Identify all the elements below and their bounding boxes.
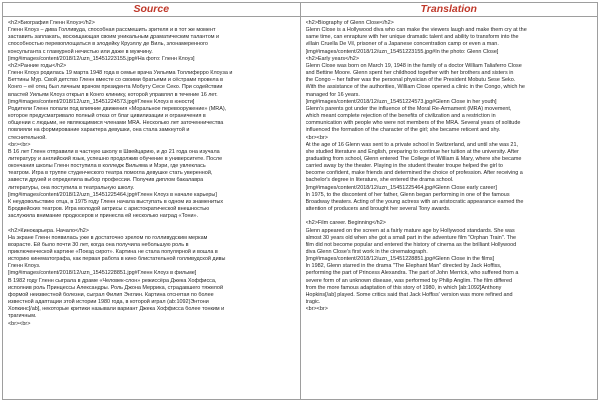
source-text-line: <br><br> <box>8 141 31 148</box>
source-text-line: литературу и английский язык, успешно продолжив обучение в университете. После <box>8 155 223 162</box>
translation-text-line: <br><br> <box>305 134 328 141</box>
source-text-line: которое предусматривало полный отказ от благ цивилизации и ограничения в <box>8 113 206 120</box>
translation-text-line: Glenn Close was born on March 19, 1948 in the family of a doctor William Taliaferro Close <box>305 62 522 69</box>
translation-text-line: graduating from school, Glenn entered The College of William & Mary, where she became <box>305 155 522 162</box>
source-text-line: известной адаптации этой истории 1980 года, в которой играл (ab:1092)Энтони <box>8 299 209 306</box>
source-text-line: Конго – её отец был личным врачом президента Мобуту Сесе Секо. При содействии <box>8 84 223 91</box>
translation-text-line: communication with people who were not members of the MRA. Several years of solitude <box>305 120 521 127</box>
translation-text-line: influenced the formation of the character of the girl; she became reticent and shy. <box>305 127 501 134</box>
translation-text-line: <h2>Early years</h2> <box>305 55 360 62</box>
translation-text-line: [img#images/content/2018/12/uzn_15451223155.jpg#In the photo: Glenn Close] <box>305 48 499 55</box>
translation-text-line: In 1975, to the discontent of her father, Glenn began performing in one of the famous <box>305 191 510 198</box>
translation-text-line: [img#images/content/2018/12/uzn_15451225464.jpg#Glenn Close early career] <box>305 184 497 191</box>
translation-text-line: attention of producers and brought her several Tony awards. <box>305 206 451 213</box>
source-text-line: [img#images/content/2018/12/uzn_15451224573.jpg#Гленн Клоуз в юности] <box>8 98 195 105</box>
translation-text-line: Glenn appeared on the screen at a fairly mature age by Hollywood standards. She was <box>305 227 515 234</box>
translation-text-line: she studied literature and English, preparing to continue her tuition at the university. After <box>305 148 519 155</box>
translation-text-line <box>306 213 594 220</box>
translation-text-line: the Congo – her father was the personal physician of the President Mobutu Sese Seko. <box>305 77 516 84</box>
source-text-line: способностью перевоплощаться в злодейку Круэллу де Виль, злонамеренного <box>8 41 208 48</box>
translation-text-line: film did not become popular and entered the history of cinema as the brilliant Hollywood <box>305 241 517 248</box>
translation-text-line: and Bettine Moore. Glenn spent her childhood together with her brothers and sisters in <box>305 70 514 77</box>
translation-text-line: which meant complete rejection of the benefits of civilization and a restriction in <box>305 113 496 120</box>
source-text-line: На экране Гленн появилась уже в достаточно зрелом по голливудским меркам <box>8 234 208 241</box>
source-text-line: В 1982 году Гленн сыграла в драме «Человек-слон» режиссёра Джека Хоффисса, <box>8 277 217 284</box>
source-text-line: Гленн Клоуз – дива Голливуда, способная рассмешить зрителя и в тот же момент <box>8 27 216 34</box>
source-text-line: [img#images/content/2018/12/uzn_15451228851.jpg#Гленн Клоуз в фильме] <box>8 270 197 277</box>
translation-text-cell[interactable] <box>301 17 598 399</box>
source-text-line: театром. Игра в труппе студенческого театра помогла девушке стать уверенной, <box>8 170 213 177</box>
translation-text-line: Glenn Close is a Hollywood diva who can make the viewers laugh and make them cry at the <box>305 27 527 34</box>
source-text-line: <br><br> <box>8 320 31 327</box>
translation-text-line: bachelor's degree in literature, she entered the drama school. <box>305 177 454 184</box>
translation-text-line: <br><br> <box>305 306 328 313</box>
translation-text-line: Glenn's parents got under the influence of the Moral Re-Armament (MRA) movement, <box>305 105 512 112</box>
source-text-line: приключенческой картине «Поезд сирот». Картина не стала популярной и вошла в <box>8 248 218 255</box>
translation-text-line: In 1982, Glenn starred in the drama "The Elephant Man" directed by Jack Hoffiss, <box>305 263 502 270</box>
translation-text-line: Broadway theaters. Acting of the young actress with an aristocratic appearance earned the <box>305 198 524 205</box>
source-text-line <box>8 220 296 227</box>
source-text-cell[interactable] <box>3 17 301 399</box>
translation-text-line: severe form of an unknown disease, was performed by Philip Anglim. The film differed <box>305 277 513 284</box>
translation-text-line: [img#images/content/2018/12/uzn_15451224573.jpg#Glenn Close in her youth] <box>305 98 497 105</box>
source-text-line: К неудовольствию отца, в 1975 году Гленн начала выступать в одном из знаменитых <box>8 198 224 205</box>
source-column-header: Source <box>3 3 301 16</box>
source-text-line: <h2>Ранние годы</h2> <box>8 62 67 69</box>
translation-text-line: carried away by the theater. Playing in the student theater troupe helped the girl to <box>305 163 503 170</box>
translation-text-line: With the assistance of the authorities, William Close opened a clinic in the Congo, which he <box>305 84 525 91</box>
source-text-line: Бродвейских театров. Игра молодой актрисы с аристократической внешностью <box>8 206 210 213</box>
translation-text-line: <h2>Biography of Glenn Close</h2> <box>305 20 394 26</box>
source-text-line: Беттины Мур. Свой детство Гленн вместе со своими братьями и сёстрами провела в <box>8 77 224 84</box>
translation-text-line: managed for 16 years. <box>305 91 360 98</box>
source-text-line: Хопкинс[/ab], некоторые критики называли вариант Джека Хоффисса более тонким и <box>8 306 225 313</box>
translation-column-header: Translation <box>420 3 477 15</box>
source-text-line: <h2>Биография Гленн Клоуз</h2> <box>8 20 95 26</box>
source-text-line: заставить заплакать, восхищающая своим уникальным драматическим талантом и <box>8 34 220 41</box>
source-text-line: [img#images/content/2018/12/uzn_15451223155.jpg#На фото: Гленн Клоуз] <box>8 55 195 62</box>
translation-table <box>2 2 598 400</box>
source-text-line: стеснительной. <box>8 134 47 141</box>
translation-text-line: <h2>Film career. Beginning</h2> <box>305 220 386 227</box>
source-text-line: Гленн Клоуз. <box>8 263 41 270</box>
source-text-line: возрасте. Ей было почти 30 лет, когда она получила небольшую роль в <box>8 241 189 248</box>
translation-text-line: become confident, make friends and determined the choice of profession. After receiving a <box>305 170 523 177</box>
source-text-line: исполнив роль Принцессы Александры. Роль Джона Меррика, страдавшего тяжелой <box>8 284 223 291</box>
source-text-line: окончания школы Гленн поступила в колледж Вильяма и Мэри, где увлеклась <box>8 163 206 170</box>
source-text-line: Родители Гленн попали под влияние движения «Моральное перевооружение» (MRA), <box>8 105 227 112</box>
translation-text-line: almost 30 years old when she got a small part in the adventure film "Orphan Train". The <box>305 234 516 241</box>
source-text-line: трагичным. <box>8 313 37 320</box>
source-text-line: консультанта с гламурной нечистью или даже в мужчину. <box>8 48 153 55</box>
source-text-line: общении с людьми, не являющимися членами MRA. Несколько лет заточенничества <box>8 120 224 127</box>
translation-text-line: tragic. <box>305 299 321 306</box>
source-text-line: <h2>Кинокарьера. Начало</h2> <box>8 227 89 234</box>
source-text-line: литературы, она поступила в театральную школу. <box>8 184 135 191</box>
translation-text-line: same time, can enrapture with her unique dramatic talent and ability to transform into the <box>305 34 519 41</box>
translation-text-line: from the more famous adaptation of this story of 1980, in which [ab:1092]Anthony <box>305 284 502 291</box>
translation-text-line: [img#images/content/2018/12/uzn_15451228851.jpg#Glenn Close in the films] <box>305 256 495 263</box>
translation-text-line: At the age of 16 Glenn was sent to a private school in Switzerland, and until she was 21, <box>305 141 518 148</box>
source-text-line: завести друзей и определила выбор профессии. Получив диплом бакалавра <box>8 177 204 184</box>
source-text-line: [img#images/content/2018/12/uzn_15451225464.jpg#Гленн Клоуз в начале карьеры] <box>8 191 217 198</box>
translation-text-line: performing the part of Princess Alexandra. The part of John Merrick, who suffered from a <box>305 270 519 277</box>
source-text-line: формой неизвестной болезни, сыграл Филип Энглин. Картина отснятая по более <box>8 291 214 298</box>
translation-text-line: villain Cruella De Vil, prisoner of a Japanese concentration camp or even a man. <box>305 41 499 48</box>
source-text-line: властей Уильям Клоуз открыл в Конго клинику, которой управлял в течение 16 лет. <box>8 91 218 98</box>
source-text-line: Гленн Клоуз родилась 19 марта 1948 года в семье врача Уильяма Толлиферро Клоуза и <box>8 70 233 77</box>
source-text-line: заслужила внимание продюсеров и принесла ей несколько наград «Тони». <box>8 213 199 220</box>
source-text-line: В 16 лет Гленн отправили в частную школу в Швейцарию, и до 21 года она изучала <box>8 148 220 155</box>
translation-text-line: diva Glenn Close's first work in the cinematograph. <box>305 248 428 255</box>
source-text-line: историю кинематографа, как первая работа в кино блистательной голливудской дивы <box>8 256 226 263</box>
translation-text-line: Hopkins[/ab] played. Some critics said that Jack Hoffiss' version was more refined and <box>305 291 513 298</box>
source-text-line: повлияли на формирование характера девушки, она стала замкнутой и <box>8 127 190 134</box>
table-header <box>3 3 597 17</box>
